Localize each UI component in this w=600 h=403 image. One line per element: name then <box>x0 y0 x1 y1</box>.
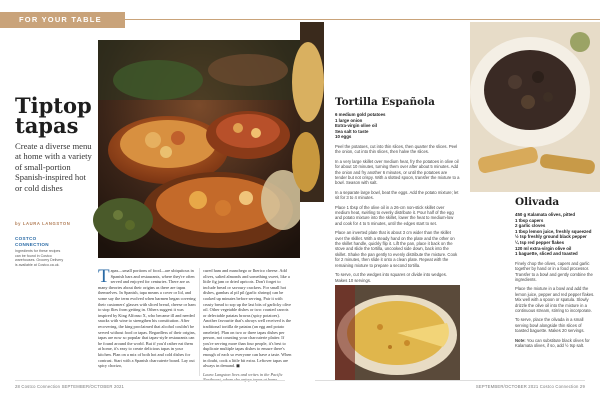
note-text: You can substitute black olives for Kalamata olives, if so, add ½ tsp salt. <box>515 337 590 349</box>
banner-rule <box>125 19 300 20</box>
ingredient: ¼ tsp red pepper flakes <box>515 239 565 245</box>
note-label: Note: <box>515 337 526 343</box>
ingredient: 1 tbsp capers <box>515 217 544 223</box>
section-label: FOR YOUR TABLE <box>19 15 102 24</box>
footer-rule-left <box>15 380 285 381</box>
recipe-step: Peel the potatoes, cut into thin slices, then quarter the slices. Peel the onion, cut into thin slices, then halve the slices. <box>335 143 458 155</box>
ingredient: Sea salt to taste <box>335 128 369 134</box>
costco-connection-sidebar <box>15 236 65 267</box>
recipe-olivada-note <box>515 338 595 349</box>
drop-cap: T <box>98 266 110 287</box>
section-banner <box>0 12 125 28</box>
ingredient: 120 ml extra-virgin olive oil <box>515 245 572 251</box>
column-rule <box>199 268 200 376</box>
ingredient: Extra-virgin olive oil <box>335 123 377 129</box>
ingredient: 2 garlic cloves <box>515 223 546 229</box>
recipe-step: In a separate large bowl, beat the eggs. Add the potato mixture; let sit for 3 to 4 minutes. <box>335 189 459 201</box>
article-byline: by LAURA LANGSTON <box>15 221 71 226</box>
author-note: Laura Langston lives and writes in the Pacific <box>203 371 283 377</box>
body-text-col2: cured ham and manchego or Iberico cheese. Add olives, salted almonds and something sweet, like a little fig jam or dried apricots. Don't forget to include bread or savoury crackers. For small hot dishes, gambas al pil pil (garlic shrimp) can be cooked up minutes before serving. Pair it with crusty bread to sop up the last bits of garlicky olive oil. Other vegetable dishes or two: roasted carrots or delectable patatas bravas (spicy potatoes). Another favourite that's always well received is the traditional tortilla de patatas (an egg and potato omelette). Plan on two or three tapas dishes per person, not counting your charcuterie platter. If you're serving more than four people, it's best to duplicate multiple tapas dishes to ensure there's enough of each so everyone can have a taste. When in doubt, cook a little bit extra. Leftover tapas are always in demand. ◼ <box>203 268 292 369</box>
sidebar-body: Ingredients for these recipes can be found in Costco warehouses. Grocery Delivery is available at Costco.ca.uk. <box>15 249 64 267</box>
ingredient: 1 large onion <box>335 117 363 123</box>
recipe-step: Place the mixture in a bowl and add the lemon juice, pepper and red pepper flakes. Mix well with a spoon or spatula. Slowly drizzle the olive oil into the mixture in a continuous stream, stirring to incorporate. <box>515 286 595 313</box>
recipe-step: Finely chop the olives, capers and garlic together by hand or in a food processor. Transfer to a bowl and gently combine the ingredients. <box>515 260 593 282</box>
tapas-table-photo <box>98 40 300 258</box>
body-column-2 <box>203 268 293 378</box>
tortilla-photo-top <box>300 22 324 202</box>
olivada-photo-art <box>470 22 600 192</box>
article-deck: Create a diverse menu at home with a variety of small-portion Spanish-inspired hot or cold dishes <box>15 141 92 193</box>
recipe-step: In a very large skillet over medium heat, fry the potatoes in olive oil for about 10 minutes, turning them over after about 5 minutes. Add the onion and fry another 6 minutes, or until the potatoes are tender but not crispy. With a slotted spoon, transfer the mixture to a bowl. Season with salt. <box>335 158 460 186</box>
ingredient: 1 tbsp lemon juice, freshly squeezed <box>515 228 592 234</box>
recipe-step: Place an inverted plate that is about 3 cm wider than the skillet over the skillet. With a steady hand on the plate and the other on the skillet handle, quickly flip it. Lift the pan, place it back on the stove and slide the tortilla, uncooked side down, back into the skillet. Shake the pan gently to evenly distribute the mixture. Cook for 2 minutes, then slide it onto a clean plate. Repeat with the remaining mixture to prepare a second tortilla. <box>335 230 458 268</box>
recipe-tortilla-title: Tortilla Española <box>335 96 435 108</box>
recipe-olivada-title: Olivada <box>515 196 560 208</box>
recipe-step: Place 1 tbsp of the olive oil in a 26-cm non-stick skillet over medium heat, swirling to evenly distribute it. Pour half of the egg and potato mixture into the skillet, lower the heat to medium-low and cook for 4 to 5 minutes, until the edges start to set. <box>335 204 454 226</box>
tortilla-photo-art-top <box>300 22 324 202</box>
recipe-step: To serve, place the olivada in a small serving bowl alongside thin slices of toasted baguette. Makes 20 servings. <box>515 317 585 334</box>
footer-rule-right <box>315 380 585 381</box>
sidebar-title: COSTCO CONNECTION <box>15 236 49 247</box>
footer-left: 28 Costco Connection SEPTEMBER/OCTOBER 2021 <box>15 384 125 389</box>
ingredient: ½ tsp freshly ground black pepper <box>515 234 587 240</box>
recipe-tortilla <box>335 96 460 291</box>
tapas-photo-art <box>98 40 300 258</box>
banner-rule-right <box>300 19 600 20</box>
right-page <box>300 0 600 403</box>
ingredient: 1 baguette, sliced and toasted <box>515 251 578 257</box>
recipe-step: To serve, cut the wedges into squares or divide into wedges. Makes 10 servings. <box>335 272 447 283</box>
body-text-col1: apas—small portions of food—are ubiquitous in Spanish bars and restaurants, where they're often served and enjoyed for centuries. There are as many theories about their origins as there are tapas themselves. In Spanish, tapa means a cover or lid, and some say the term evolved when barmen began covering their customers' glasses with sliced bread, cheese or ham to stop flies from getting in. Others suggest it was inspired by King Alfonso X, who became ill and needed snacks with wine to strengthen his constitution. After recovering, the king proclaimed that alcohol couldn't be served without food or tapas. Regardless of their origins, tapas are now so popular that tapas-style restaurants can be found around the world. But if you'd rather eat them at home, it's easy to create delicious tapas in your kitchen. Plan on a mix of both hot and cold dishes for contrast. Start with a Spanish charcuterie board. Lay out spicy chorizo, <box>98 268 196 369</box>
footer-right: SEPTEMBER/OCTOBER 2021 Costco Connection 29 <box>475 384 585 389</box>
tortilla-photo-art-bottom <box>335 285 460 380</box>
body-column-1 <box>98 268 196 378</box>
olivada-photo <box>470 22 600 192</box>
ingredient: 6 medium gold potatoes <box>335 112 386 117</box>
tortilla-photo-bottom <box>335 285 460 380</box>
ingredient: 10 eggs <box>335 134 352 140</box>
recipe-olivada <box>515 196 595 348</box>
ingredient: 450 g Kalamata olives, pitted <box>515 212 576 217</box>
article-title: Tiptop tapas <box>15 93 92 138</box>
